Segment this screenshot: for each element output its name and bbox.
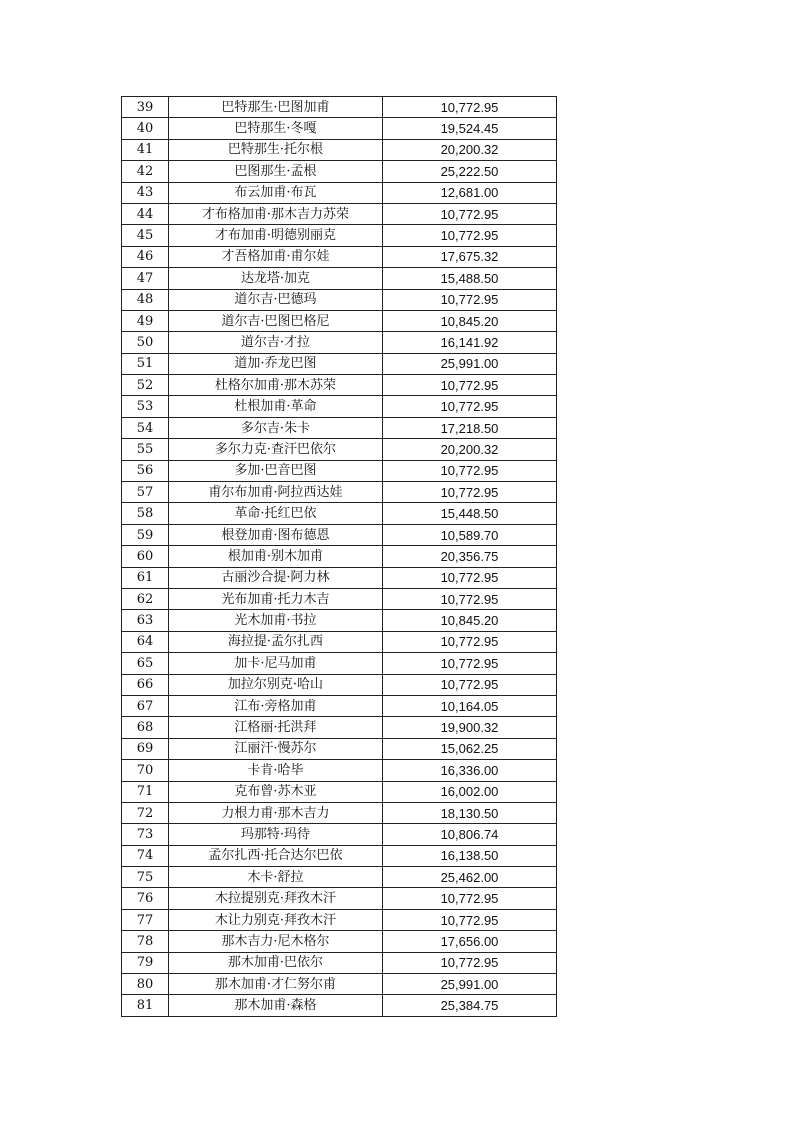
name-cell: 克布曾·苏木亚 — [169, 781, 383, 802]
amount-cell: 17,218.50 — [383, 417, 557, 438]
amount-cell: 10,772.95 — [383, 289, 557, 310]
amount-cell: 10,845.20 — [383, 610, 557, 631]
name-cell: 才布加甫·明德别丽克 — [169, 225, 383, 246]
table-row — [122, 161, 557, 182]
row-number-cell: 49 — [122, 310, 169, 331]
amount-cell: 19,900.32 — [383, 717, 557, 738]
table-row — [122, 909, 557, 930]
table-row — [122, 460, 557, 481]
amount-cell: 18,130.50 — [383, 802, 557, 823]
name-cell: 革命·托红巴依 — [169, 503, 383, 524]
row-number-cell: 50 — [122, 332, 169, 353]
name-cell: 巴图那生·孟根 — [169, 161, 383, 182]
amount-cell: 10,772.95 — [383, 396, 557, 417]
name-cell: 巴特那生·巴图加甫 — [169, 97, 383, 118]
table-row — [122, 546, 557, 567]
row-number-cell: 68 — [122, 717, 169, 738]
row-number-cell: 56 — [122, 460, 169, 481]
name-cell: 木卡·舒拉 — [169, 867, 383, 888]
row-number-cell: 75 — [122, 867, 169, 888]
row-number-cell: 51 — [122, 353, 169, 374]
table-row — [122, 353, 557, 374]
name-cell: 那木吉力·尼木格尔 — [169, 931, 383, 952]
table-row — [122, 396, 557, 417]
row-number-cell: 54 — [122, 417, 169, 438]
amount-cell: 12,681.00 — [383, 182, 557, 203]
row-number-cell: 73 — [122, 824, 169, 845]
name-cell: 木拉提别克·拜孜木汗 — [169, 888, 383, 909]
row-number-cell: 55 — [122, 439, 169, 460]
name-cell: 光布加甫·托力木吉 — [169, 588, 383, 609]
row-number-cell: 41 — [122, 139, 169, 160]
table-row — [122, 203, 557, 224]
table-row — [122, 653, 557, 674]
table-row — [122, 952, 557, 973]
table-row — [122, 995, 557, 1016]
row-number-cell: 59 — [122, 524, 169, 545]
amount-cell: 25,222.50 — [383, 161, 557, 182]
amount-cell: 17,675.32 — [383, 246, 557, 267]
amount-cell: 10,589.70 — [383, 524, 557, 545]
name-cell: 根登加甫·图布德恩 — [169, 524, 383, 545]
row-number-cell: 61 — [122, 567, 169, 588]
row-number-cell: 65 — [122, 653, 169, 674]
row-number-cell: 52 — [122, 375, 169, 396]
row-number-cell: 60 — [122, 546, 169, 567]
row-number-cell: 43 — [122, 182, 169, 203]
amount-cell: 10,772.95 — [383, 952, 557, 973]
table-row — [122, 289, 557, 310]
amount-cell: 10,772.95 — [383, 888, 557, 909]
row-number-cell: 63 — [122, 610, 169, 631]
table-row — [122, 503, 557, 524]
name-cell: 道尔吉·巴图巴格尼 — [169, 310, 383, 331]
row-number-cell: 42 — [122, 161, 169, 182]
row-number-cell: 47 — [122, 268, 169, 289]
row-number-cell: 57 — [122, 482, 169, 503]
amount-cell: 10,772.95 — [383, 909, 557, 930]
row-number-cell: 79 — [122, 952, 169, 973]
table-row — [122, 781, 557, 802]
amount-cell: 25,991.00 — [383, 974, 557, 995]
amount-cell: 10,772.95 — [383, 203, 557, 224]
name-cell: 才吾格加甫·甫尔娃 — [169, 246, 383, 267]
name-cell: 江布·旁格加甫 — [169, 695, 383, 716]
row-number-cell: 70 — [122, 760, 169, 781]
row-number-cell: 80 — [122, 974, 169, 995]
row-number-cell: 81 — [122, 995, 169, 1016]
amount-cell: 16,141.92 — [383, 332, 557, 353]
name-cell: 木让力别克·拜孜木汗 — [169, 909, 383, 930]
table-row — [122, 246, 557, 267]
name-cell: 多加·巴音巴图 — [169, 460, 383, 481]
amount-cell: 20,356.75 — [383, 546, 557, 567]
amount-cell: 16,138.50 — [383, 845, 557, 866]
table-row — [122, 738, 557, 759]
amount-cell: 20,200.32 — [383, 439, 557, 460]
row-number-cell: 78 — [122, 931, 169, 952]
row-number-cell: 62 — [122, 588, 169, 609]
amount-cell: 10,772.95 — [383, 460, 557, 481]
name-cell: 孟尔扎西·托合达尔巴依 — [169, 845, 383, 866]
row-number-cell: 58 — [122, 503, 169, 524]
table-row — [122, 888, 557, 909]
amount-cell: 10,772.95 — [383, 225, 557, 246]
table-row — [122, 695, 557, 716]
row-number-cell: 72 — [122, 802, 169, 823]
name-cell: 才布格加甫·那木吉力苏荣 — [169, 203, 383, 224]
amount-cell: 20,200.32 — [383, 139, 557, 160]
name-cell: 古丽沙合提·阿力林 — [169, 567, 383, 588]
row-number-cell: 44 — [122, 203, 169, 224]
table-row — [122, 588, 557, 609]
amount-cell: 16,002.00 — [383, 781, 557, 802]
name-cell: 道加·乔龙巴图 — [169, 353, 383, 374]
row-number-cell: 76 — [122, 888, 169, 909]
name-cell: 那木加甫·巴依尔 — [169, 952, 383, 973]
name-cell: 加卡·尼马加甫 — [169, 653, 383, 674]
table-row — [122, 439, 557, 460]
table-row — [122, 310, 557, 331]
name-cell: 巴特那生·冬嘎 — [169, 118, 383, 139]
name-cell: 江丽汗·慢苏尔 — [169, 738, 383, 759]
table-row — [122, 482, 557, 503]
row-number-cell: 64 — [122, 631, 169, 652]
amount-cell: 10,772.95 — [383, 674, 557, 695]
row-number-cell: 66 — [122, 674, 169, 695]
amount-cell: 10,772.95 — [383, 567, 557, 588]
data-table — [121, 96, 557, 1017]
table-row — [122, 118, 557, 139]
name-cell: 杜根加甫·革命 — [169, 396, 383, 417]
table-row — [122, 824, 557, 845]
row-number-cell: 74 — [122, 845, 169, 866]
row-number-cell: 39 — [122, 97, 169, 118]
name-cell: 道尔吉·巴德玛 — [169, 289, 383, 310]
row-number-cell: 48 — [122, 289, 169, 310]
amount-cell: 10,772.95 — [383, 375, 557, 396]
row-number-cell: 67 — [122, 695, 169, 716]
amount-cell: 10,806.74 — [383, 824, 557, 845]
amount-cell: 25,384.75 — [383, 995, 557, 1016]
name-cell: 布云加甫·布瓦 — [169, 182, 383, 203]
table-row — [122, 524, 557, 545]
name-cell: 加拉尔别克·哈山 — [169, 674, 383, 695]
name-cell: 道尔吉·才拉 — [169, 332, 383, 353]
table-row — [122, 974, 557, 995]
name-cell: 多尔力克·查汗巴依尔 — [169, 439, 383, 460]
name-cell: 那木加甫·才仁努尔甫 — [169, 974, 383, 995]
table-row — [122, 332, 557, 353]
table-row — [122, 567, 557, 588]
amount-cell: 25,991.00 — [383, 353, 557, 374]
amount-cell: 25,462.00 — [383, 867, 557, 888]
name-cell: 光木加甫·书拉 — [169, 610, 383, 631]
table-row — [122, 631, 557, 652]
table-row — [122, 182, 557, 203]
table-body — [122, 97, 557, 1017]
amount-cell: 10,772.95 — [383, 97, 557, 118]
table-row — [122, 867, 557, 888]
table-row — [122, 717, 557, 738]
table-row — [122, 674, 557, 695]
table-row — [122, 268, 557, 289]
table-row — [122, 802, 557, 823]
amount-cell: 15,448.50 — [383, 503, 557, 524]
name-cell: 那木加甫·森格 — [169, 995, 383, 1016]
table-row — [122, 139, 557, 160]
amount-cell: 10,772.95 — [383, 631, 557, 652]
amount-cell: 10,164.05 — [383, 695, 557, 716]
amount-cell: 10,772.95 — [383, 653, 557, 674]
table-row — [122, 375, 557, 396]
name-cell: 杜格尔加甫·那木苏荣 — [169, 375, 383, 396]
name-cell: 力根力甫·那木吉力 — [169, 802, 383, 823]
name-cell: 海拉提·孟尔扎西 — [169, 631, 383, 652]
table-row — [122, 845, 557, 866]
row-number-cell: 53 — [122, 396, 169, 417]
amount-cell: 10,845.20 — [383, 310, 557, 331]
table-row — [122, 97, 557, 118]
amount-cell: 10,772.95 — [383, 588, 557, 609]
amount-cell: 15,488.50 — [383, 268, 557, 289]
name-cell: 多尔吉·朱卡 — [169, 417, 383, 438]
name-cell: 巴特那生·托尔根 — [169, 139, 383, 160]
name-cell: 玛那特·玛待 — [169, 824, 383, 845]
row-number-cell: 69 — [122, 738, 169, 759]
table-row — [122, 760, 557, 781]
amount-cell: 17,656.00 — [383, 931, 557, 952]
name-cell: 江格丽·托洪拜 — [169, 717, 383, 738]
name-cell: 卡肯·哈毕 — [169, 760, 383, 781]
row-number-cell: 77 — [122, 909, 169, 930]
table-row — [122, 417, 557, 438]
amount-cell: 15,062.25 — [383, 738, 557, 759]
amount-cell: 16,336.00 — [383, 760, 557, 781]
row-number-cell: 71 — [122, 781, 169, 802]
row-number-cell: 46 — [122, 246, 169, 267]
row-number-cell: 40 — [122, 118, 169, 139]
table-row — [122, 225, 557, 246]
amount-cell: 10,772.95 — [383, 482, 557, 503]
table-row — [122, 610, 557, 631]
name-cell: 根加甫·别木加甫 — [169, 546, 383, 567]
table-row — [122, 931, 557, 952]
name-cell: 达龙塔·加克 — [169, 268, 383, 289]
row-number-cell: 45 — [122, 225, 169, 246]
name-cell: 甫尔布加甫·阿拉西达娃 — [169, 482, 383, 503]
amount-cell: 19,524.45 — [383, 118, 557, 139]
